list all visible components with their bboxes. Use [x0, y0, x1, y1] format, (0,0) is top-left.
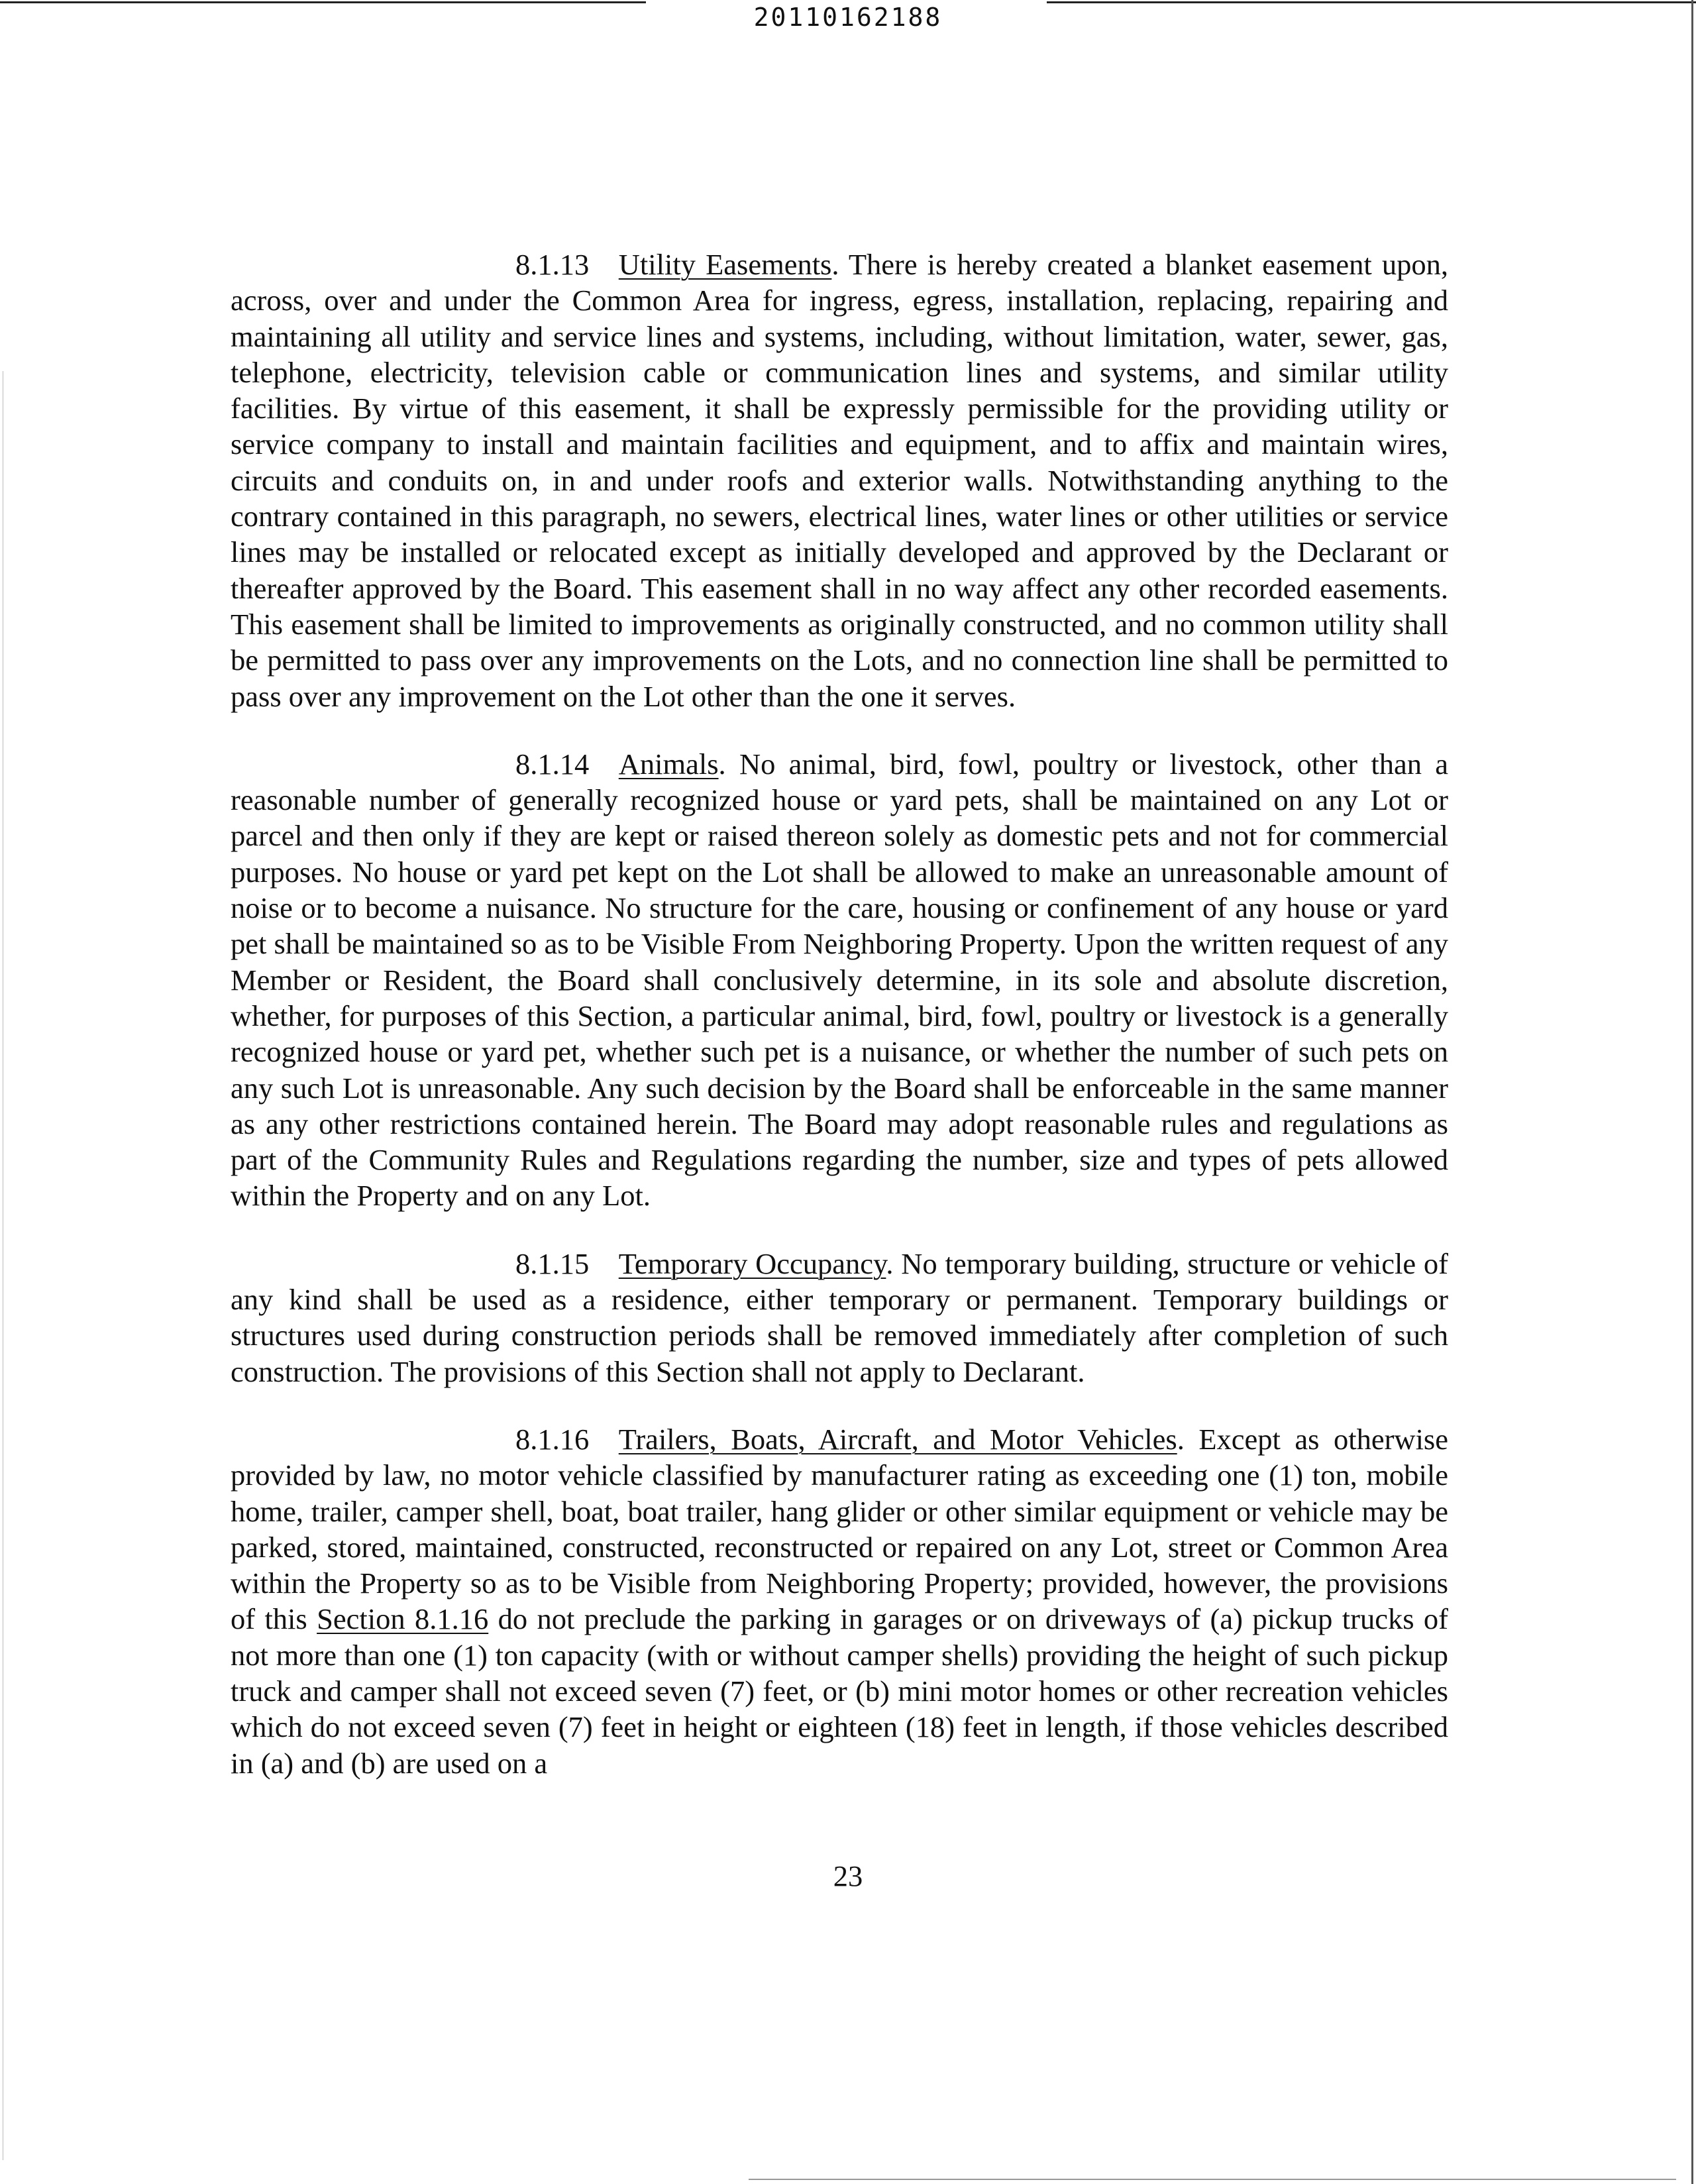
section-heading: Animals: [618, 747, 719, 781]
section-8-1-15: [231, 1246, 1448, 1390]
scan-edge-bottom: [749, 2179, 1676, 2180]
section-text: . No animal, bird, fowl, poultry or livestock, other than a reasonable number of generally recognized house or yard pets, shall be maintained on any Lot or parcel and then only if they are kept or raised thereon solely as domestic pets and not for commercial purposes. No house or yard pet kept on the Lot shall be allowed to make an unreasonable amount of noise or to become a nuisance. No structure for the care, housing or confinement of any house or yard pet shall be maintained so as to be Visible From Neighboring Property. Upon the written request of any Member or Resident, the Board shall conclusively determine, in its sole and absolute discretion, whether, for purposes of this Section, a particular animal, bird, fowl, poultry or livestock is a generally recognized house or yard pet, whether such pet is a nuisance, or whether the number of such pets on any such Lot is unreasonable. Any such decision by the Board shall be enforceable in the same manner as any other restrictions contained herein. The Board may adopt reasonable rules and regulations as part of the Community Rules and Regulations regarding the number, size and types of pets allowed within the Property and on any Lot.: [231, 747, 1448, 1213]
section-number: 8.1.13: [515, 248, 590, 281]
section-heading: Trailers, Boats, Aircraft, and Motor Vehicles: [618, 1422, 1177, 1456]
section-8-1-14: [231, 746, 1448, 1214]
scan-edge-right: [1691, 0, 1693, 2184]
section-text-continued: do not preclude the parking in garages or on driveways of (a) pickup trucks of not more than one (1) ton capacity (with or without camper shells) providing the height of such pickup truck and camper shall not exceed seven (7) feet, or (b) mini motor homes or other recreation vehicles which do not exceed seven (7) feet in height or eighteen (18) feet in length, if those vehicles described in (a) and (b) are used on a: [231, 1602, 1448, 1780]
section-text: . Except as otherwise provided by law, no motor vehicle classified by manufacturer rating as exceeding one (1) ton, mobile home, trailer, camper shell, boat, boat trailer, hang glider or other similar equipment or vehicle may be parked, stored, maintained, constructed, reconstructed or repaired on any Lot, street or Common Area within the Property so as to be Visible from Neighboring Property; provided, however, the provisions of this: [231, 1422, 1449, 1636]
section-heading: Temporary Occupancy: [618, 1246, 886, 1280]
section-number: 8.1.15: [515, 1246, 590, 1280]
section-8-1-13: [231, 246, 1448, 714]
section-cross-reference: Section 8.1.16: [317, 1602, 489, 1636]
section-number: 8.1.14: [515, 747, 590, 781]
document-body: [231, 246, 1448, 1813]
section-text: . No temporary building, structure or vehicle of any kind shall be used as a residence, either temporary or permanent. Temporary buildings or structures used during construction periods shall be removed immediately after completion of such construction. The provisions of this Section shall not apply to Declarant.: [231, 1246, 1448, 1388]
document-number: 20110162188: [753, 3, 943, 32]
page-number: 23: [833, 1859, 863, 1892]
section-heading: Utility Easements: [618, 248, 832, 281]
section-text: . There is hereby created a blanket easement upon, across, over and under the Common Area for ingress, egress, installation, replacing, repairing and maintaining all utility and service lines and systems, including, without limitation, water, sewer, gas, telephone, electricity, television cable or communication lines and systems, and similar utility facilities. By virtue of this easement, it shall be expressly permissible for the providing utility or service company to install and maintain facilities and equipment, and to affix and maintain wires, circuits and conduits on, in and under roofs and exterior walls. Notwithstanding anything to the contrary contained in this paragraph, no sewers, electrical lines, water lines or other utilities or service lines may be installed or relocated except as initially developed and approved by the Declarant or thereafter approved by the Board. This easement shall in no way affect any other recorded easements. This easement shall be limited to improvements as originally constructed, and no common utility shall be permitted to pass over any improvements on the Lots, and no connection line shall be permitted to pass over any improvement on the Lot other than the one it serves.: [231, 248, 1448, 713]
section-8-1-16: [231, 1421, 1448, 1781]
section-number: 8.1.16: [515, 1422, 590, 1456]
